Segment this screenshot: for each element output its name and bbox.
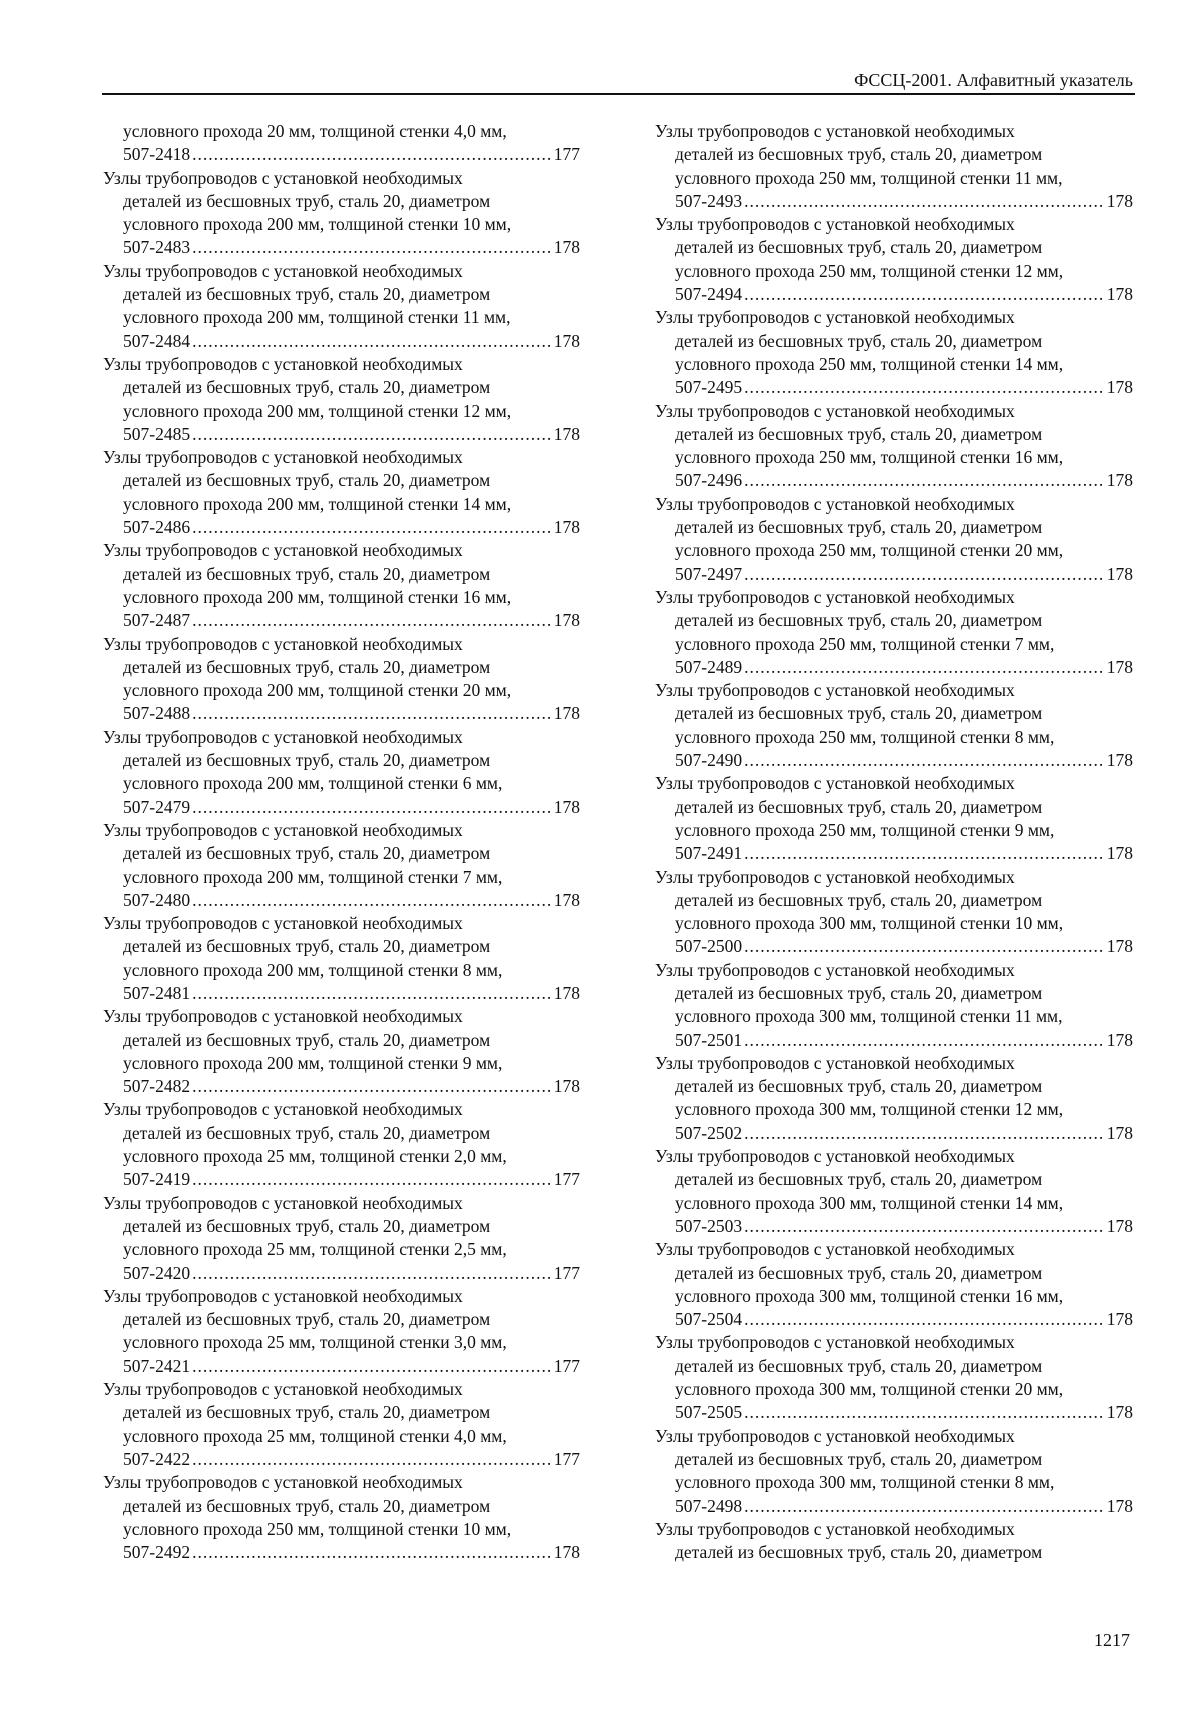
index-entry	[103, 819, 580, 912]
entry-reference	[655, 1401, 1133, 1424]
entry-line: условного прохода 250 мм, толщиной стенки 14 мм,	[675, 353, 1064, 374]
dot-leader	[744, 1122, 1105, 1145]
entry-line: деталей из бесшовных труб, сталь 20, диаметром	[123, 1122, 491, 1143]
page-ref: 178	[553, 1542, 580, 1563]
entry-line: деталей из бесшовных труб, сталь 20, диаметром	[123, 563, 491, 584]
page-number: 1217	[1094, 1630, 1130, 1650]
page-ref: 178	[1106, 470, 1133, 491]
entry-line: деталей из бесшовных труб, сталь 20, диаметром	[123, 1309, 491, 1330]
entry-reference	[655, 469, 1133, 492]
entry-heading: Узлы трубопроводов с установкой необходимых	[655, 1518, 1015, 1539]
entry-reference	[655, 1308, 1133, 1331]
index-entry	[103, 1378, 580, 1471]
dot-leader	[192, 143, 552, 166]
catalog-code: 507-2503	[675, 1215, 743, 1236]
entry-line: условного прохода 25 мм, толщиной стенки 4,0 мм,	[123, 1425, 507, 1446]
entry-line: условного прохода 25 мм, толщиной стенки 2,5 мм,	[123, 1239, 507, 1260]
entry-line: условного прохода 200 мм, толщиной стенки 8 мм,	[123, 959, 503, 980]
entry-heading: Узлы трубопроводов с установкой необходимых	[655, 680, 1015, 701]
entry-reference	[103, 330, 580, 353]
page-ref: 178	[553, 517, 580, 538]
entry-line: условного прохода 250 мм, толщиной стенки 7 мм,	[675, 633, 1055, 654]
entry-reference	[655, 1029, 1133, 1052]
catalog-code: 507-2491	[675, 843, 743, 864]
dot-leader	[192, 982, 552, 1005]
page-ref: 177	[553, 1262, 580, 1283]
entry-line: условного прохода 250 мм, толщиной стенки 11 мм,	[675, 167, 1063, 188]
entry-reference	[103, 889, 580, 912]
entry-reference	[655, 1122, 1133, 1145]
entry-line: деталей из бесшовных труб, сталь 20, диаметром	[675, 1169, 1043, 1190]
dot-leader	[192, 516, 552, 539]
dot-leader	[744, 190, 1105, 213]
page-ref: 177	[553, 1169, 580, 1190]
entry-reference	[103, 1262, 580, 1285]
entry-line: условного прохода 200 мм, толщиной стенки 10 мм,	[123, 214, 512, 235]
dot-leader	[192, 236, 552, 259]
dot-leader	[744, 376, 1105, 399]
entry-reference	[655, 283, 1133, 306]
index-entry	[103, 446, 580, 539]
entry-reference	[103, 609, 580, 632]
catalog-code: 507-2504	[675, 1309, 743, 1330]
entry-heading: Узлы трубопроводов с установкой необходимых	[103, 540, 463, 561]
dot-leader	[744, 1029, 1105, 1052]
entry-heading: Узлы трубопроводов с установкой необходимых	[655, 773, 1015, 794]
page-ref: 177	[553, 1448, 580, 1469]
catalog-code: 507-2486	[123, 517, 191, 538]
entry-line: условного прохода 300 мм, толщиной стенки 16 мм,	[675, 1285, 1064, 1306]
entry-heading: Узлы трубопроводов с установкой необходимых	[103, 1472, 463, 1493]
entry-reference	[655, 1495, 1133, 1518]
index-column-left	[103, 120, 580, 1564]
entry-heading: Узлы трубопроводов с установкой необходимых	[655, 1239, 1015, 1260]
page-ref: 178	[1106, 377, 1133, 398]
index-entry	[103, 1471, 580, 1564]
index-entry	[103, 539, 580, 632]
entry-heading: Узлы трубопроводов с установкой необходимых	[103, 913, 463, 934]
entry-line: деталей из бесшовных труб, сталь 20, диаметром	[123, 843, 491, 864]
entry-line: деталей из бесшовных труб, сталь 20, диаметром	[123, 377, 491, 398]
entry-line: условного прохода 20 мм, толщиной стенки 4,0 мм,	[123, 121, 507, 141]
index-entry	[655, 1145, 1133, 1238]
catalog-code: 507-2494	[675, 284, 743, 305]
entry-line: деталей из бесшовных труб, сталь 20, диаметром	[123, 750, 491, 771]
entry-line: деталей из бесшовных труб, сталь 20, диаметром	[675, 237, 1043, 258]
catalog-code: 507-2483	[123, 237, 191, 258]
dot-leader	[192, 1541, 552, 1564]
entry-line: деталей из бесшовных труб, сталь 20, диаметром	[675, 796, 1043, 817]
entry-heading: Узлы трубопроводов с установкой необходимых	[655, 214, 1015, 235]
page-ref: 178	[1106, 1029, 1133, 1050]
entry-reference	[103, 236, 580, 259]
dot-leader	[192, 1262, 552, 1285]
page-ref: 178	[1106, 563, 1133, 584]
entry-heading: Узлы трубопроводов с установкой необходимых	[103, 1099, 463, 1120]
entry-line: условного прохода 200 мм, толщиной стенки 14 мм,	[123, 493, 512, 514]
page-ref: 178	[553, 703, 580, 724]
index-entry	[655, 679, 1133, 772]
entry-line: условного прохода 25 мм, толщиной стенки 2,0 мм,	[123, 1146, 507, 1167]
entry-reference	[655, 563, 1133, 586]
dot-leader	[744, 283, 1105, 306]
catalog-code: 507-2421	[123, 1355, 191, 1376]
page-ref: 177	[553, 144, 580, 165]
entry-line: условного прохода 200 мм, толщиной стенки 6 мм,	[123, 773, 503, 794]
catalog-code: 507-2498	[675, 1495, 743, 1516]
entry-line: условного прохода 250 мм, толщиной стенки 8 мм,	[675, 726, 1055, 747]
index-entry	[103, 1098, 580, 1191]
entry-heading: Узлы трубопроводов с установкой необходимых	[103, 819, 463, 840]
catalog-code: 507-2479	[123, 796, 191, 817]
dot-leader	[192, 1355, 552, 1378]
entry-line: условного прохода 300 мм, толщиной стенки 8 мм,	[675, 1472, 1055, 1493]
catalog-code: 507-2420	[123, 1262, 191, 1283]
index-entry	[655, 400, 1133, 493]
page-ref: 178	[553, 237, 580, 258]
page-ref: 178	[1106, 936, 1133, 957]
dot-leader	[192, 609, 552, 632]
entry-heading: Узлы трубопроводов с установкой необходимых	[103, 1285, 463, 1306]
entry-line: условного прохода 200 мм, толщиной стенки 16 мм,	[123, 586, 512, 607]
entry-line: деталей из бесшовных труб, сталь 20, диаметром	[675, 982, 1043, 1003]
index-entry	[655, 866, 1133, 959]
entry-heading: Узлы трубопроводов с установкой необходимых	[103, 447, 463, 468]
entry-heading: Узлы трубопроводов с установкой необходимых	[103, 1379, 463, 1400]
index-entry	[103, 167, 580, 260]
entry-line: условного прохода 250 мм, толщиной стенки 16 мм,	[675, 447, 1064, 468]
dot-leader	[192, 330, 552, 353]
entry-heading: Узлы трубопроводов с установкой необходимых	[655, 1052, 1015, 1073]
index-entry	[103, 353, 580, 446]
catalog-code: 507-2502	[675, 1122, 743, 1143]
entry-line: условного прохода 300 мм, толщиной стенки 10 мм,	[675, 913, 1064, 934]
catalog-code: 507-2485	[123, 423, 191, 444]
page-ref: 178	[1106, 1309, 1133, 1330]
page-ref: 178	[1106, 284, 1133, 305]
entry-reference	[103, 1448, 580, 1471]
page-ref: 178	[553, 330, 580, 351]
running-header: ФССЦ-2001. Алфавитный указатель	[854, 70, 1133, 90]
entry-line: деталей из бесшовных труб, сталь 20, диаметром	[123, 470, 491, 491]
dot-leader	[744, 749, 1105, 772]
dot-leader	[744, 469, 1105, 492]
page-ref: 178	[1106, 1215, 1133, 1236]
index-entry	[103, 726, 580, 819]
dot-leader	[192, 702, 552, 725]
entry-line: деталей из бесшовных труб, сталь 20, диаметром	[675, 1448, 1043, 1469]
index-entry	[655, 959, 1133, 1052]
dot-leader	[744, 1308, 1105, 1331]
catalog-code: 507-2501	[675, 1029, 743, 1050]
entry-line: деталей из бесшовных труб, сталь 20, диаметром	[675, 610, 1043, 631]
index-entry	[655, 586, 1133, 679]
entry-line: деталей из бесшовных труб, сталь 20, диаметром	[675, 703, 1043, 724]
entry-heading: Узлы трубопроводов с установкой необходимых	[655, 866, 1015, 887]
catalog-code: 507-2484	[123, 330, 191, 351]
catalog-code: 507-2419	[123, 1169, 191, 1190]
entry-heading: Узлы трубопроводов с установкой необходимых	[103, 1192, 463, 1213]
page-ref: 178	[1106, 1402, 1133, 1423]
catalog-code: 507-2487	[123, 610, 191, 631]
entry-line: деталей из бесшовных труб, сталь 20, диаметром	[675, 1355, 1043, 1376]
entry-reference	[655, 656, 1133, 679]
entry-line: деталей из бесшовных труб, сталь 20, диаметром	[123, 936, 491, 957]
entry-line: деталей из бесшовных труб, сталь 20, диаметром	[123, 1495, 491, 1516]
entry-heading: Узлы трубопроводов с установкой необходимых	[655, 1332, 1015, 1353]
entry-line: деталей из бесшовных труб, сталь 20, диаметром	[123, 1215, 491, 1236]
page-ref: 178	[1106, 656, 1133, 677]
entry-reference	[655, 1215, 1133, 1238]
entry-heading: Узлы трубопроводов с установкой необходимых	[103, 633, 463, 654]
catalog-code: 507-2497	[675, 563, 743, 584]
index-entry	[655, 213, 1133, 306]
catalog-code: 507-2495	[675, 377, 743, 398]
entry-heading: Узлы трубопроводов с установкой необходимых	[655, 959, 1015, 980]
index-entry	[655, 1331, 1133, 1424]
entry-line: деталей из бесшовных труб, сталь 20, диаметром	[123, 284, 491, 305]
entry-line: условного прохода 250 мм, толщиной стенки 10 мм,	[123, 1518, 512, 1539]
index-entry	[655, 1238, 1133, 1331]
entry-line: условного прохода 200 мм, толщиной стенки 7 мм,	[123, 866, 503, 887]
entry-line: деталей из бесшовных труб, сталь 20, диаметром	[675, 330, 1043, 351]
entry-line: условного прохода 250 мм, толщиной стенки 12 мм,	[675, 260, 1064, 281]
entry-line: деталей из бесшовных труб, сталь 20, диаметром	[675, 423, 1043, 444]
page-ref: 178	[1106, 1495, 1133, 1516]
page-ref: 178	[1106, 1122, 1133, 1143]
entry-line: условного прохода 300 мм, толщиной стенки 12 мм,	[675, 1099, 1064, 1120]
entry-heading: Узлы трубопроводов с установкой необходимых	[655, 493, 1015, 514]
catalog-code: 507-2418	[123, 144, 191, 165]
entry-line: деталей из бесшовных труб, сталь 20, диаметром	[675, 144, 1043, 165]
entry-reference	[103, 982, 580, 1005]
index-entry	[655, 1518, 1133, 1565]
entry-line: деталей из бесшовных труб, сталь 20, диаметром	[675, 1076, 1043, 1097]
catalog-code: 507-2493	[675, 190, 743, 211]
entry-heading: Узлы трубопроводов с установкой необходимых	[655, 121, 1015, 141]
catalog-code: 507-2488	[123, 703, 191, 724]
dot-leader	[192, 423, 552, 446]
entry-heading: Узлы трубопроводов с установкой необходимых	[655, 586, 1015, 607]
entry-heading: Узлы трубопроводов с установкой необходимых	[655, 400, 1015, 421]
index-entry	[655, 493, 1133, 586]
page-ref: 178	[553, 610, 580, 631]
entry-reference	[103, 516, 580, 539]
catalog-code: 507-2489	[675, 656, 743, 677]
catalog-code: 507-2492	[123, 1542, 191, 1563]
header-rule	[102, 93, 1135, 95]
catalog-code: 507-2482	[123, 1076, 191, 1097]
entry-reference	[103, 143, 580, 166]
catalog-code: 507-2490	[675, 750, 743, 771]
entry-line: деталей из бесшовных труб, сталь 20, диаметром	[123, 656, 491, 677]
page-ref: 178	[1106, 750, 1133, 771]
entry-heading: Узлы трубопроводов с установкой необходимых	[655, 1146, 1015, 1167]
dot-leader	[744, 656, 1105, 679]
dot-leader	[192, 1168, 552, 1191]
dot-leader	[744, 563, 1105, 586]
catalog-code: 507-2481	[123, 982, 191, 1003]
entry-heading: Узлы трубопроводов с установкой необходимых	[103, 260, 463, 281]
page-ref: 178	[553, 1076, 580, 1097]
index-column-right	[655, 120, 1133, 1564]
dot-leader	[192, 889, 552, 912]
index-entry	[103, 912, 580, 1005]
entry-line: условного прохода 250 мм, толщиной стенки 9 мм,	[675, 819, 1055, 840]
entry-line: деталей из бесшовных труб, сталь 20, диаметром	[675, 517, 1043, 538]
index-entry	[103, 633, 580, 726]
entry-line: деталей из бесшовных труб, сталь 20, диаметром	[123, 190, 491, 211]
dot-leader	[192, 1075, 552, 1098]
entry-line: условного прохода 25 мм, толщиной стенки 3,0 мм,	[123, 1332, 507, 1353]
entry-reference	[103, 796, 580, 819]
dot-leader	[744, 842, 1105, 865]
entry-line: условного прохода 200 мм, толщиной стенки 11 мм,	[123, 307, 511, 328]
page-ref: 178	[1106, 843, 1133, 864]
dot-leader	[744, 1495, 1105, 1518]
entry-heading: Узлы трубопроводов с установкой необходимых	[103, 353, 463, 374]
dot-leader	[192, 1448, 552, 1471]
page-ref: 178	[553, 982, 580, 1003]
page-ref: 178	[553, 889, 580, 910]
entry-heading: Узлы трубопроводов с установкой необходимых	[103, 1006, 463, 1027]
entry-line: условного прохода 300 мм, толщиной стенки 11 мм,	[675, 1006, 1063, 1027]
entry-line: деталей из бесшовных труб, сталь 20, диаметром	[675, 889, 1043, 910]
page-ref: 178	[553, 423, 580, 444]
entry-reference	[655, 842, 1133, 865]
page-ref: 177	[553, 1355, 580, 1376]
index-entry	[655, 120, 1133, 213]
entry-reference	[655, 190, 1133, 213]
entry-line: деталей из бесшовных труб, сталь 20, диаметром	[123, 1402, 491, 1423]
catalog-code: 507-2480	[123, 889, 191, 910]
index-entry	[655, 1425, 1133, 1518]
entry-line: деталей из бесшовных труб, сталь 20, диаметром	[675, 1542, 1043, 1563]
entry-heading: Узлы трубопроводов с установкой необходимых	[655, 1425, 1015, 1446]
entry-line: условного прохода 200 мм, толщиной стенки 20 мм,	[123, 680, 512, 701]
index-entry	[103, 1192, 580, 1285]
entry-reference	[103, 1075, 580, 1098]
catalog-code: 507-2505	[675, 1402, 743, 1423]
entry-heading: Узлы трубопроводов с установкой необходимых	[103, 167, 463, 188]
catalog-code: 507-2422	[123, 1448, 191, 1469]
dot-leader	[192, 796, 552, 819]
index-entry	[103, 1005, 580, 1098]
entry-heading: Узлы трубопроводов с установкой необходимых	[655, 307, 1015, 328]
entry-line: деталей из бесшовных труб, сталь 20, диаметром	[675, 1262, 1043, 1283]
dot-leader	[744, 935, 1105, 958]
entry-reference	[103, 1355, 580, 1378]
entry-reference	[103, 702, 580, 725]
entry-line: деталей из бесшовных труб, сталь 20, диаметром	[123, 1029, 491, 1050]
entry-reference	[655, 749, 1133, 772]
entry-line: условного прохода 300 мм, толщиной стенки 20 мм,	[675, 1379, 1064, 1400]
entry-reference	[655, 376, 1133, 399]
entry-line: условного прохода 250 мм, толщиной стенки 20 мм,	[675, 540, 1064, 561]
dot-leader	[744, 1401, 1105, 1424]
index-entry	[103, 260, 580, 353]
index-entry	[655, 306, 1133, 399]
index-entry	[103, 1285, 580, 1378]
entry-reference	[103, 1168, 580, 1191]
entry-heading: Узлы трубопроводов с установкой необходимых	[103, 726, 463, 747]
catalog-code: 507-2496	[675, 470, 743, 491]
page-ref: 178	[553, 796, 580, 817]
entry-line: условного прохода 200 мм, толщиной стенки 12 мм,	[123, 400, 512, 421]
entry-reference	[103, 423, 580, 446]
entry-line: условного прохода 200 мм, толщиной стенки 9 мм,	[123, 1052, 503, 1073]
entry-reference	[103, 1541, 580, 1564]
index-entry	[655, 1052, 1133, 1145]
entry-reference	[655, 935, 1133, 958]
catalog-code: 507-2500	[675, 936, 743, 957]
entry-line: условного прохода 300 мм, толщиной стенки 14 мм,	[675, 1192, 1064, 1213]
dot-leader	[744, 1215, 1105, 1238]
page-ref: 178	[1106, 190, 1133, 211]
index-entry	[655, 772, 1133, 865]
